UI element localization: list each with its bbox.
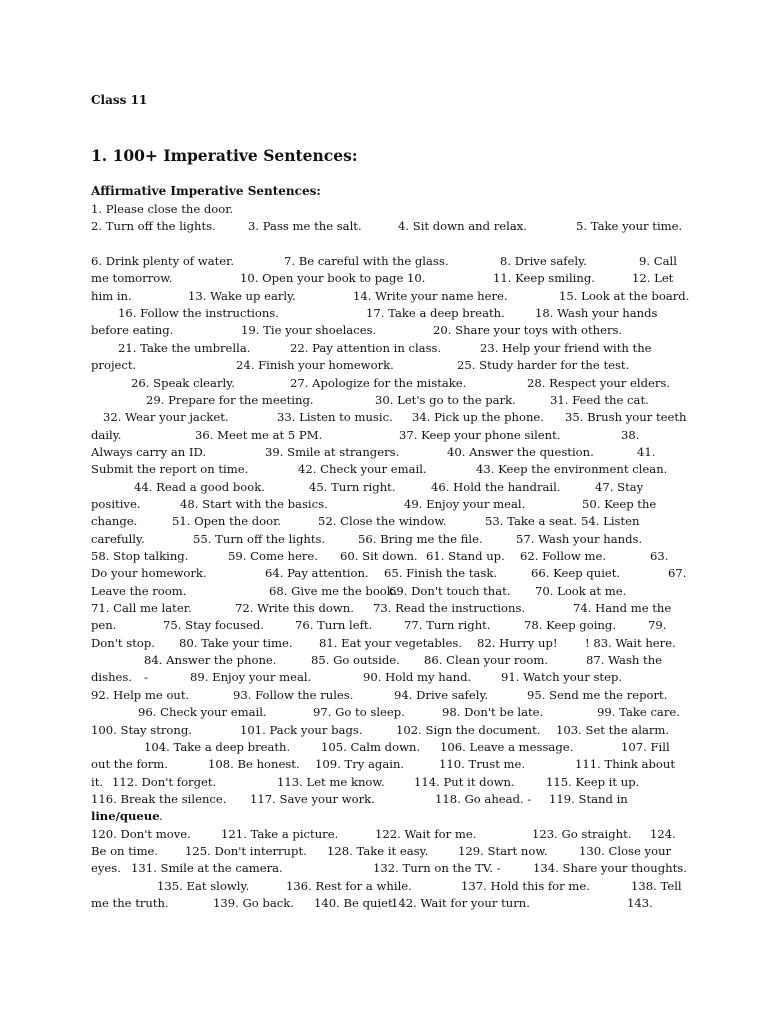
sentence-segment: 3. Pass me the salt. [248, 219, 362, 234]
sentence-segment: 84. Answer the phone. [144, 653, 277, 668]
sentence-segment: 94. Drive safely. [394, 687, 489, 702]
sentence-segment: 111. Think about [575, 757, 676, 772]
sentence-segment: 54. Listen [581, 514, 640, 529]
section-heading: Affirmative Imperative Sentences: [91, 184, 321, 198]
sentence-segment: 69. Don't touch that. [389, 583, 511, 598]
sentence-segment: 123. Go straight. [532, 826, 632, 841]
text-line [91, 444, 676, 461]
sentence-segment: dishes. [91, 670, 133, 685]
sentence-segment: 48. Start with the basics. [180, 496, 328, 511]
sentence-segment: Don't stop. [91, 635, 155, 650]
sentence-segment: 93. Follow the rules. [233, 687, 354, 702]
sentence-segment: 92. Help me out. [91, 687, 190, 702]
sentence-segment: 98. Don't be late. [442, 705, 544, 720]
sentence-segment: 36. Meet me at 5 PM. [195, 427, 323, 442]
sentence-segment: 27. Apologize for the mistake. [290, 375, 467, 390]
sentence-segment: 41. [637, 444, 656, 459]
sentence-segment: carefully. [91, 531, 145, 546]
sentence-segment: line/queue [91, 809, 160, 824]
text-line [91, 617, 676, 634]
sentence-segment: 11. Keep smiling. [493, 271, 595, 286]
sentence-segment: 59. Come here. [228, 549, 318, 563]
sentence-segment: - [144, 670, 148, 685]
sentence-segment: 128. Take it easy. [327, 843, 429, 858]
sentence-segment: 117. Save your work. [250, 791, 375, 806]
sentence-segment: 137. Hold this for me. [461, 878, 590, 893]
sentence-segment: 143. [627, 896, 653, 910]
sentence-segment: 62. Follow me. [520, 549, 607, 563]
text-line [91, 496, 676, 513]
sentence-segment: 58. Stop talking. [91, 549, 189, 563]
sentence-segment: 87. Wash the [586, 653, 663, 668]
sentence-segment: 60. Sit down. [340, 549, 418, 563]
class-label: Class 11 [91, 93, 148, 107]
sentence-segment: 14. Write your name here. [353, 288, 508, 303]
text-line [91, 513, 676, 530]
text-line [91, 739, 676, 756]
text-line [91, 479, 676, 496]
text-line [91, 791, 676, 808]
sentence-segment: 105. Calm down. [321, 739, 421, 754]
sentence-segment: 47. Stay [595, 479, 644, 494]
text-line [91, 826, 676, 843]
sentence-segment: 50. Keep the [582, 496, 657, 511]
sentence-segment: me tomorrow. [91, 271, 173, 286]
sentence-segment: 86. Clean your room. [424, 653, 549, 668]
sentence-segment: 40. Answer the question. [447, 444, 594, 459]
sentence-segment: 9. Call [639, 254, 677, 269]
sentence-segment: 53. Take a seat. [485, 514, 578, 529]
sentence-segment: 1. Please close the door. [91, 202, 234, 216]
text-line [91, 461, 676, 478]
sentence-segment: 42. Check your email. [298, 462, 427, 477]
sentence-segment: 112. Don't forget. [112, 774, 217, 789]
sentence-segment: 10. Open your book to page 10. [240, 271, 426, 286]
sentence-segment: 97. Go to sleep. [313, 705, 405, 720]
sentence-segment: 18. Wash your hands [535, 306, 658, 321]
sentence-segment: positive. [91, 496, 141, 511]
text-line [91, 600, 676, 617]
sentence-segment: 21. Take the umbrella. [118, 340, 251, 355]
sentence-segment: 46. Hold the handrail. [431, 479, 561, 494]
sentence-segment: 75. Stay focused. [163, 618, 265, 633]
sentence-segment: 78. Keep going. [524, 618, 616, 633]
text-line [91, 583, 676, 600]
text-line [91, 236, 676, 253]
sentence-segment: 122. Wait for me. [375, 826, 477, 841]
sentence-segment: 73. Read the instructions. [373, 601, 526, 616]
sentence-segment: 6. Drink plenty of water. [91, 254, 235, 269]
sentence-segment: 76. Turn left. [295, 618, 373, 633]
text-line [91, 201, 676, 218]
sentence-segment: it. [91, 774, 104, 789]
sentence-segment: 52. Close the window. [318, 514, 447, 529]
sentence-segment: 15. Look at the board. [559, 288, 690, 303]
text-line [91, 843, 676, 860]
sentence-segment: 65. Finish the task. [384, 566, 498, 581]
sentence-segment: 29. Prepare for the meeting. [146, 392, 314, 407]
sentence-segment: 129. Start now. [458, 843, 548, 858]
sentence-segment: 33. Listen to music. [277, 410, 393, 425]
text-line [91, 218, 683, 235]
sentence-segment: 124. [650, 826, 676, 841]
sentence-segment: 74. Hand me the [573, 601, 672, 616]
sentence-segment: 110. Trust me. [439, 757, 526, 772]
sentence-segment: 28. Respect your elders. [527, 375, 671, 390]
sentence-segment: 135. Eat slowly. [157, 878, 250, 893]
text-line [91, 322, 676, 339]
sentence-segment: 71. Call me later. [91, 601, 192, 616]
sentence-segment: out the form. [91, 757, 168, 772]
text-line [91, 253, 676, 270]
sentence-segment: 17. Take a deep breath. [366, 306, 505, 321]
text-line [91, 722, 676, 739]
text-line [91, 565, 687, 582]
sentence-segment: 38. [621, 427, 640, 442]
sentence-segment: him in. [91, 288, 132, 303]
sentence-segment: 125. Don't interrupt. [185, 843, 307, 858]
sentence-segment: 90. Hold my hand. [363, 670, 472, 685]
sentence-segment: 63. [650, 549, 669, 563]
sentence-segment: 4. Sit down and relax. [398, 219, 527, 234]
sentence-segment: 66. Keep quiet. [531, 566, 621, 581]
sentence-segment: me the truth. [91, 896, 169, 910]
text-line [91, 774, 676, 791]
sentence-segment: 140. Be quiet. [314, 896, 397, 910]
text-line [91, 548, 676, 565]
sentence-segment: 80. Take your time. [179, 635, 293, 650]
text-line [91, 756, 676, 773]
sentence-segment: 45. Turn right. [309, 479, 396, 494]
sentence-segment: 79. [648, 618, 667, 633]
text-line [91, 409, 687, 426]
sentence-segment: 44. Read a good book. [134, 479, 265, 494]
sentence-segment: 13. Wake up early. [188, 288, 296, 303]
sentence-segment: 23. Help your friend with the [480, 340, 652, 355]
sentence-segment: 24. Finish your homework. [236, 358, 394, 373]
sentence-segment: 12. Let [632, 271, 674, 286]
sentence-segment: before eating. [91, 323, 174, 338]
sentence-segment: change. [91, 514, 138, 529]
sentence-segment: 19. Tie your shoelaces. [241, 323, 377, 338]
sentence-segment: 57. Wash your hands. [516, 531, 643, 546]
sentence-segment: 77. Turn right. [404, 618, 491, 633]
sentence-segment: 72. Write this down. [235, 601, 354, 616]
sentence-segment: 30. Let's go to the park. [375, 392, 516, 407]
sentence-segment: 51. Open the door. [172, 514, 282, 529]
sentence-segment: daily. [91, 427, 122, 442]
sentence-segment: 119. Stand in [549, 791, 628, 806]
sentence-segment: 55. Turn off the lights. [193, 531, 326, 546]
sentence-segment: 114. Put it down. [414, 774, 515, 789]
sentence-segment: 142. Wait for your turn. [391, 896, 530, 910]
text-line [91, 340, 676, 357]
sentence-segment: ! 83. Wait here. [585, 635, 676, 650]
sentence-segment: 7. Be careful with the glass. [284, 254, 449, 269]
text-line [91, 270, 676, 287]
sentence-segment: 104. Take a deep breath. [144, 739, 291, 754]
sentence-segment: 132. Turn on the TV. - [373, 861, 501, 876]
sentence-segment: 136. Rest for a while. [286, 878, 412, 893]
sentence-segment: 67. [668, 566, 687, 581]
sentence-segment: 134. Share your thoughts. [533, 861, 687, 876]
sentence-segment: 34. Pick up the phone. [412, 410, 544, 425]
sentence-segment: 70. Look at me. [535, 583, 627, 598]
sentence-segment: 25. Study harder for the test. [457, 358, 630, 373]
sentence-segment: 96. Check your email. [138, 705, 267, 720]
sentence-segment: 113. Let me know. [277, 774, 385, 789]
sentence-segment: 116. Break the silence. [91, 791, 227, 806]
sentence-segment: project. [91, 358, 137, 373]
sentence-segment: Leave the room. [91, 583, 187, 598]
sentence-segment: 120. Don't move. [91, 826, 191, 841]
sentence-segment: 82. Hurry up! [477, 635, 558, 650]
sentence-segment: 95. Send me the report. [527, 687, 668, 702]
sentence-segment: Submit the report on time. [91, 462, 249, 477]
text-line [91, 669, 676, 686]
sentence-segment: 37. Keep your phone silent. [399, 427, 561, 442]
sentence-segment: 131. Smile at the camera. [131, 861, 283, 876]
sentence-segment: 35. Brush your teeth [565, 410, 687, 425]
sentence-segment: 2. Turn off the lights. [91, 219, 216, 234]
sentence-segment: Always carry an ID. [91, 444, 207, 459]
sentence-segment: 56. Bring me the file. [358, 531, 483, 546]
sentence-segment: 99. Take care. [597, 705, 680, 720]
sentence-segment: 139. Go back. [213, 896, 294, 910]
text-line [91, 305, 676, 322]
sentence-segment: 115. Keep it up. [546, 774, 640, 789]
sentence-segment: 26. Speak clearly. [131, 375, 235, 390]
text-line [91, 878, 682, 895]
page-title: 1. 100+ Imperative Sentences: [91, 146, 358, 165]
text-line [91, 427, 676, 444]
sentence-segment: 43. Keep the environment clean. [476, 462, 668, 477]
sentence-segment: 5. Take your time. [576, 219, 683, 234]
sentence-segment: 130. Close your [579, 843, 672, 858]
sentence-segment: Do your homework. [91, 566, 207, 581]
text-line [91, 687, 676, 704]
sentence-segment: 118. Go ahead. - [435, 791, 532, 806]
sentence-segment: 106. Leave a message. [440, 739, 574, 754]
sentence-segment: 103. Set the alarm. [556, 722, 670, 737]
sentence-segment: 101. Pack your bags. [240, 722, 363, 737]
sentence-segment: 8. Drive safely. [500, 254, 587, 269]
sentence-segment: 22. Pay attention in class. [290, 340, 442, 355]
sentence-segment: 109. Try again. [315, 757, 405, 772]
sentence-segment: 138. Tell [631, 878, 682, 893]
text-line [91, 808, 676, 825]
sentence-segment: 121. Take a picture. [221, 826, 339, 841]
text-line [91, 652, 676, 669]
sentence-segment: 49. Enjoy your meal. [404, 496, 526, 511]
text-line [91, 375, 676, 392]
sentence-segment: 85. Go outside. [311, 653, 400, 668]
text-line [91, 392, 676, 409]
sentence-segment: Be on time. [91, 843, 159, 858]
text-line [91, 288, 690, 305]
sentence-segment: 39. Smile at strangers. [265, 444, 400, 459]
sentence-segment: 32. Wear your jacket. [103, 410, 229, 425]
sentence-segment: 31. Feed the cat. [550, 392, 649, 407]
sentence-segment: 81. Eat your vegetables. [319, 635, 462, 650]
sentence-segment: 64. Pay attention. [265, 566, 369, 581]
sentence-segment: eyes. [91, 861, 121, 876]
sentence-segment: 91. Watch your step. [501, 670, 623, 685]
text-line [91, 895, 676, 912]
text-line [91, 704, 680, 721]
sentence-segment: 20. Share your toys with others. [433, 323, 623, 338]
sentence-segment: pen. [91, 618, 117, 633]
sentence-segment: 107. Fill [621, 739, 670, 754]
sentence-segment: 61. Stand up. [426, 549, 505, 563]
text-line [91, 531, 676, 548]
text-line [91, 357, 676, 374]
sentence-segment: 102. Sign the document. [396, 722, 541, 737]
sentence-segment: 68. Give me the book. [269, 583, 398, 598]
sentence-segment: 89. Enjoy your meal. [190, 670, 312, 685]
sentence-segment: . [159, 809, 163, 824]
sentence-segment: 16. Follow the instructions. [118, 306, 279, 321]
sentence-segment: 100. Stay strong. [91, 722, 192, 737]
sentence-segment: 108. Be honest. [208, 757, 300, 772]
text-line [91, 635, 676, 652]
text-line [91, 860, 687, 877]
